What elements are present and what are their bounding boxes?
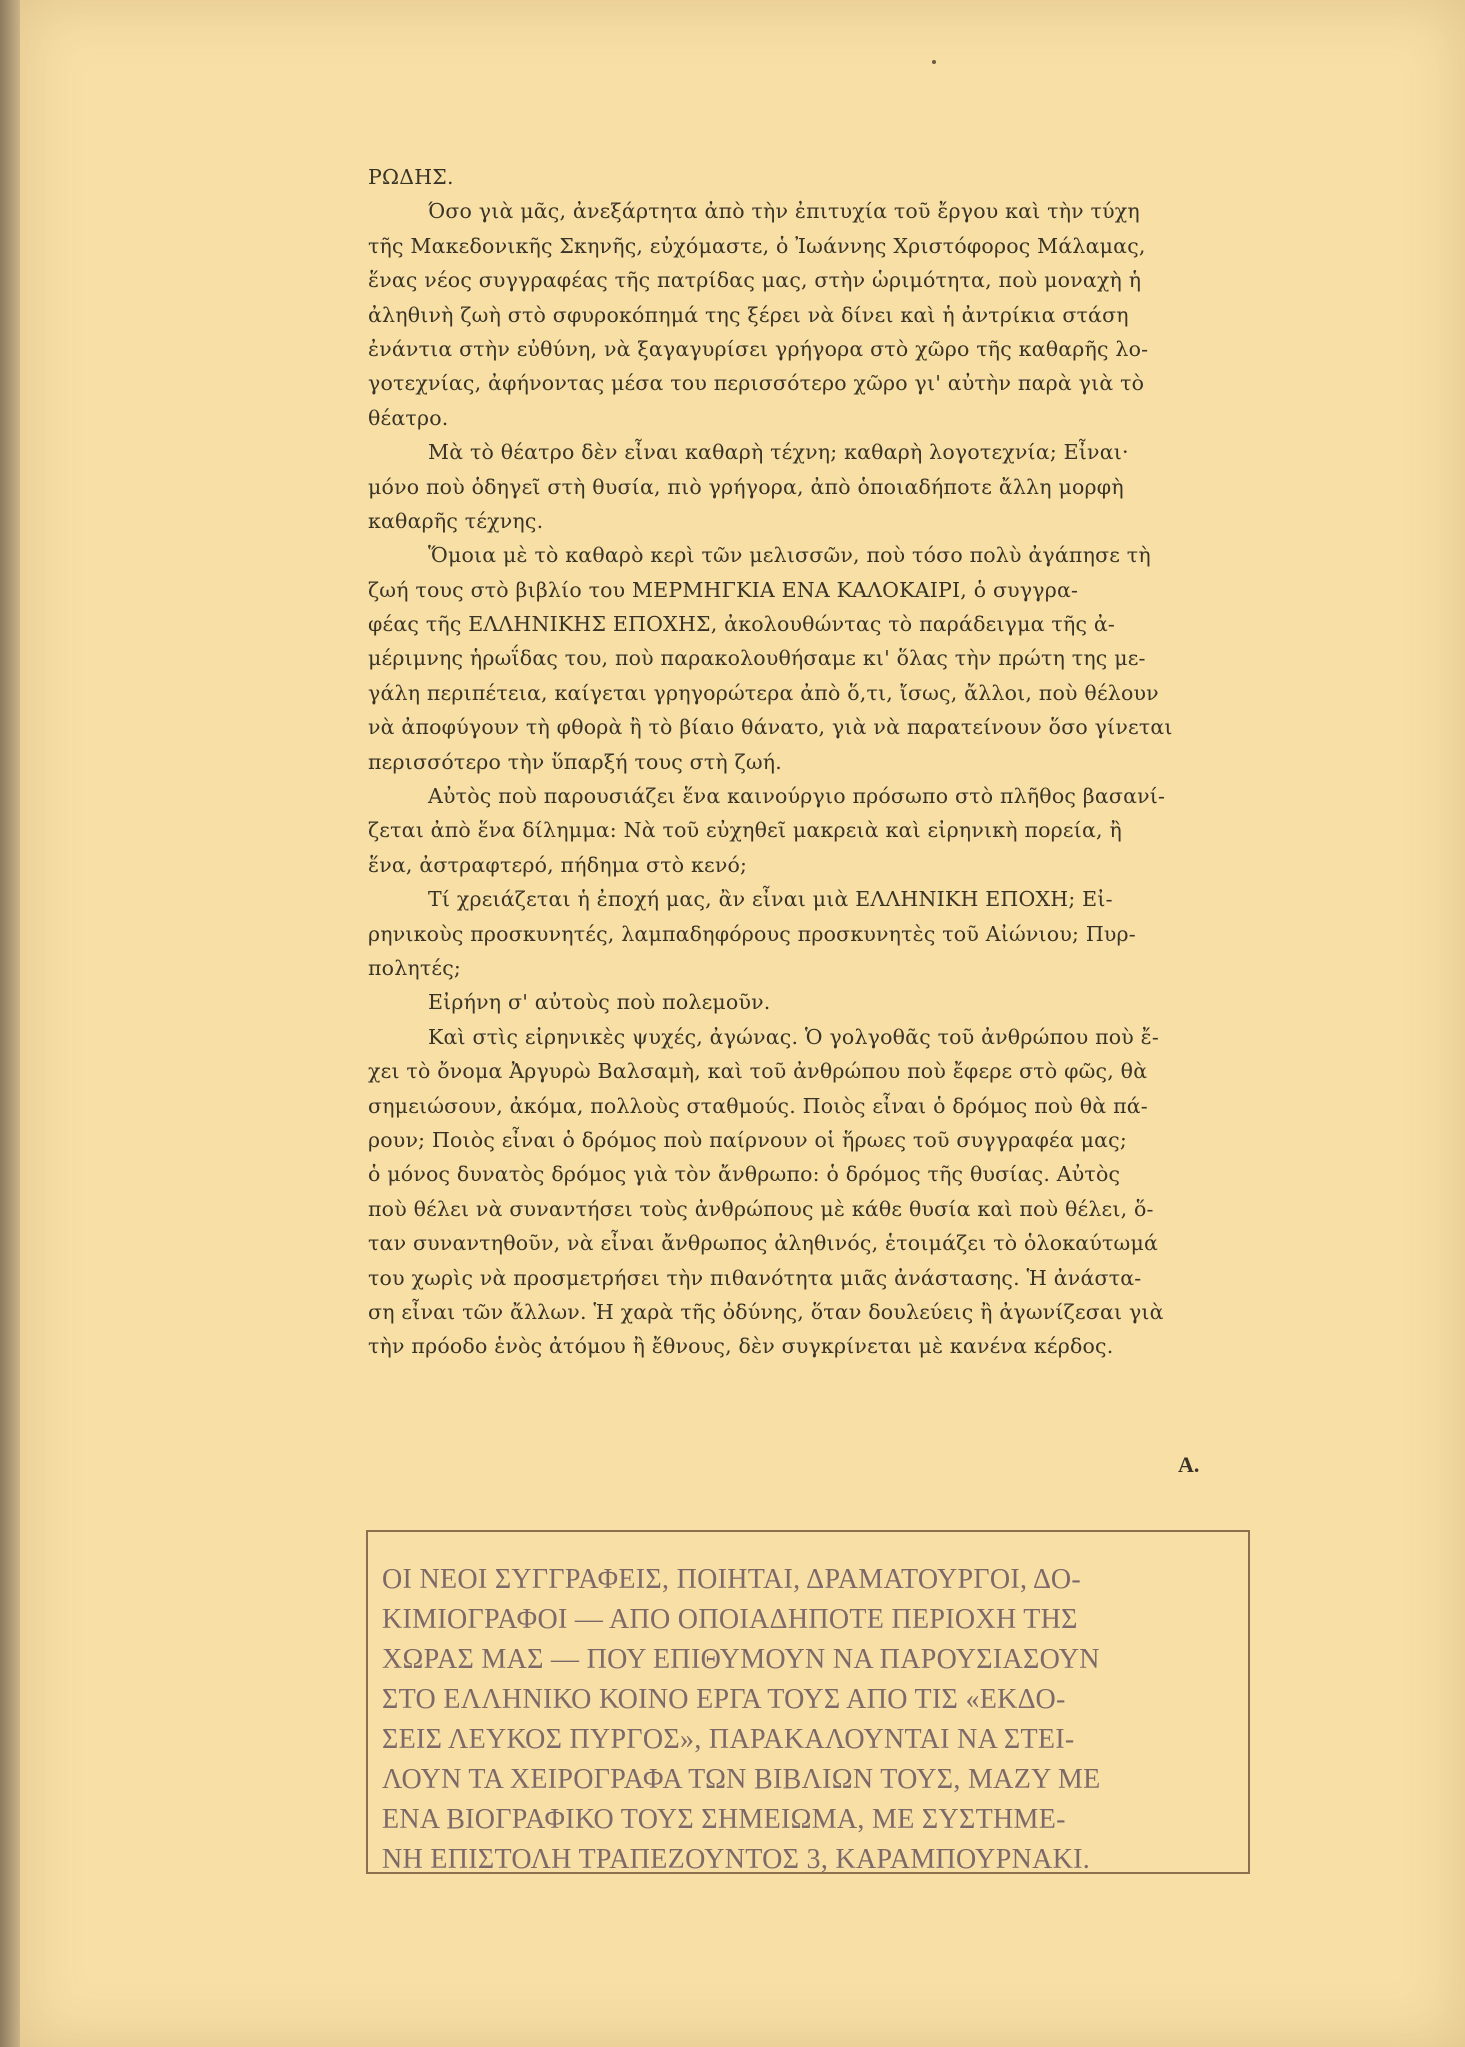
article-line: περισσότερο τὴν ὕπαρξή τους στὴ ζωή.	[368, 749, 783, 774]
article-line: ση εἶναι τῶν ἄλλων. Ἡ χαρὰ τῆς ὀδύνης, ὅταν δουλεύεις ἢ ἀγωνίζεσαι γιὰ	[368, 1299, 1164, 1324]
article-line: ρηνικοὺς προσκυνητές, λαμπαδηφόρους προσκυνητὲς τοῦ Αἰώνιου; Πυρ-	[368, 921, 1136, 946]
page-edge	[0, 0, 20, 2047]
article-line: του χωρὶς νὰ προσμετρήσει τὴν πιθανότητα μιᾶς ἀνάστασης. Ἡ ἀνάστα-	[368, 1265, 1142, 1290]
publisher-notice-text	[382, 1560, 1242, 1880]
article-line: ρουν; Ποιὸς εἶναι ὁ δρόμος ποὺ παίρνουν οἱ ἥρωες τοῦ συγγραφέα μας;	[368, 1127, 1127, 1152]
notice-line: ΣΤΟ ΕΛΛΗΝΙΚΟ ΚΟΙΝΟ ΕΡΓΑ ΤΟΥΣ ΑΠΟ ΤΙΣ «ΕΚΔΟ-	[382, 1684, 1066, 1715]
article-line: τὴν πρόοδο ἑνὸς ἀτόμου ἢ ἔθνους, δὲν συγκρίνεται μὲ κανένα κέρδος.	[368, 1334, 1114, 1359]
notice-line: ΝΗ ΕΠΙΣΤΟΛΗ ΤΡΑΠΕΖΟΥΝΤΟΣ 3, ΚΑΡΑΜΠΟΥΡΝΑΚΙ.	[382, 1844, 1091, 1875]
article-body	[368, 160, 1248, 1364]
article-line: Τί χρειάζεται ἡ ἐποχή μας, ἂν εἶναι μιὰ ΕΛΛΗΝΙΚΗ ΕΠΟΧΗ; Εἰ-	[428, 887, 1113, 912]
article-line: πολητές;	[368, 955, 462, 980]
article-line: νὰ ἀποφύγουν τὴ φθορὰ ἢ τὸ βίαιο θάνατο, γιὰ νὰ παρατείνουν ὅσο γίνεται	[368, 715, 1173, 740]
article-line: φέας τῆς ΕΛΛΗΝΙΚΗΣ ΕΠΟΧΗΣ, ἀκολουθώντας τὸ παράδειγμα τῆς ἀ-	[368, 612, 1116, 637]
article-line: τῆς Μακεδονικῆς Σκηνῆς, εὐχόμαστε, ὁ Ἰωάννης Χριστόφορος Μάλαμας,	[368, 233, 1146, 258]
article-line: γάλη περιπέτεια, καίγεται γρηγορώτερα ἀπὸ ὅ,τι, ἴσως, ἄλλοι, ποὺ θέλουν	[368, 680, 1159, 705]
article-line: Εἰρήνη σ' αὐτοὺς ποὺ πολεμοῦν.	[428, 990, 771, 1015]
article-line: ζωή τους στὸ βιβλίο του ΜΕΡΜΗΓΚΙΑ ΕΝΑ ΚΑΛΟΚΑΙΡΙ, ὁ συγγρα-	[368, 577, 1079, 602]
notice-line: ΚΙΜΙΟΓΡΑΦΟΙ — ΑΠΟ ΟΠΟΙΑΔΗΠΟΤΕ ΠΕΡΙΟΧΗ ΤΗΣ	[382, 1604, 1078, 1635]
publisher-notice-box	[366, 1530, 1250, 1874]
notice-line: ΟΙ ΝΕΟΙ ΣΥΓΓΡΑΦΕΙΣ, ΠΟΙΗΤΑΙ, ΔΡΑΜΑΤΟΥΡΓΟΙ, ΔΟ-	[382, 1564, 1081, 1595]
article-line: καθαρῆς τέχνης.	[368, 508, 544, 533]
article-line: γοτεχνίας, ἀφήνοντας μέσα του περισσότερο χῶρο γι' αὐτὴν παρὰ γιὰ τὸ	[368, 371, 1145, 396]
article-line: Αὐτὸς ποὺ παρουσιάζει ἕνα καινούργιο πρόσωπο στὸ πλῆθος βασανί-	[428, 784, 1166, 809]
article-heading-fragment: ΡΩΔΗΣ.	[368, 165, 454, 189]
article-line: Όσο γιὰ μᾶς, ἀνεξάρτητα ἀπὸ τὴν ἐπιτυχία τοῦ ἔργου καὶ τὴν τύχη	[428, 199, 1140, 224]
notice-line: ΣΕΙΣ ΛΕΥΚΟΣ ΠΥΡΓΟΣ», ΠΑΡΑΚΑΛΟΥΝΤΑΙ ΝΑ ΣΤΕΙ-	[382, 1724, 1075, 1755]
author-signature: Α.	[1178, 1452, 1200, 1477]
article-line: ὁ μόνος δυνατὸς δρόμος γιὰ τὸν ἄνθρωπο: ὁ δρόμος τῆς θυσίας. Αὐτὸς	[368, 1162, 1121, 1187]
notice-line: ΛΟΥΝ ΤΑ ΧΕΙΡΟΓΡΑΦΑ ΤΩΝ ΒΙΒΛΙΩΝ ΤΟΥΣ, ΜΑΖΥ ΜΕ	[382, 1764, 1101, 1795]
article-line: ἕνα, ἀστραφτερό, πήδημα στὸ κενό;	[368, 852, 748, 877]
article-line: Ὅμοια μὲ τὸ καθαρὸ κερὶ τῶν μελισσῶν, ποὺ τόσο πολὺ ἀγάπησε τὴ	[428, 543, 1151, 568]
speck	[932, 60, 936, 64]
notice-line: ΕΝΑ ΒΙΟΓΡΑΦΙΚΟ ΤΟΥΣ ΣΗΜΕΙΩΜΑ, ΜΕ ΣΥΣΤΗΜΕ-	[382, 1804, 1066, 1835]
article-line: Μὰ τὸ θέατρο δὲν εἶναι καθαρὴ τέχνη; καθαρὴ λογοτεχνία; Εἶναι·	[428, 440, 1129, 465]
article-line: θέατρο.	[368, 405, 449, 430]
article-line: ζεται ἀπὸ ἕνα δίλημμα: Νὰ τοῦ εὐχηθεῖ μακρειὰ καὶ εἰρηνικὴ πορεία, ἢ	[368, 818, 1122, 843]
notice-line: ΧΩΡΑΣ ΜΑΣ — ΠΟΥ ΕΠΙΘΥΜΟΥΝ ΝΑ ΠΑΡΟΥΣΙΑΣΟΥΝ	[382, 1644, 1100, 1675]
article-line: μόνο ποὺ ὁδηγεῖ στὴ θυσία, πιὸ γρήγορα, ἀπὸ ὁποιαδήποτε ἄλλη μορφὴ	[368, 474, 1124, 499]
article-line: ταν συναντηθοῦν, νὰ εἶναι ἄνθρωπος ἀληθινός, ἑτοιμάζει τὸ ὁλοκαύτωμά	[368, 1231, 1159, 1256]
article-line: μέριμνης ἡρωΐδας του, ποὺ παρακολουθήσαμε κι' ὅλας τὴν πρώτη της με-	[368, 646, 1146, 671]
article-line: Καὶ στὶς εἰρηνικὲς ψυχές, ἀγώνας. Ὁ γολγοθᾶς τοῦ ἀνθρώπου ποὺ ἔ-	[428, 1024, 1160, 1049]
article-line: ἐνάντια στὴν εὐθύνη, νὰ ξαγαγυρίσει γρήγορα στὸ χῶρο τῆς καθαρῆς λο-	[368, 336, 1149, 361]
article-line: σημειώσουν, ἀκόμα, πολλοὺς σταθμούς. Ποιὸς εἶναι ὁ δρόμος ποὺ θὰ πά-	[368, 1093, 1148, 1118]
article-line: ποὺ θέλει νὰ συναντήσει τοὺς ἀνθρώπους μὲ κάθε θυσία καὶ ποὺ θέλει, ὅ-	[368, 1196, 1154, 1221]
article-line: χει τὸ ὄνομα Ἀργυρὼ Βαλσαμὴ, καὶ τοῦ ἀνθρώπου ποὺ ἔφερε στὸ φῶς, θὰ	[368, 1059, 1148, 1084]
article-line: ἀληθινὴ ζωὴ στὸ σφυροκόπημά της ξέρει νὰ δίνει καὶ ἡ ἀντρίκια στάση	[368, 302, 1129, 327]
article-line: ἕνας νέος συγγραφέας τῆς πατρίδας μας, στὴν ὡριμότητα, ποὺ μοναχὴ ἡ	[368, 268, 1142, 293]
